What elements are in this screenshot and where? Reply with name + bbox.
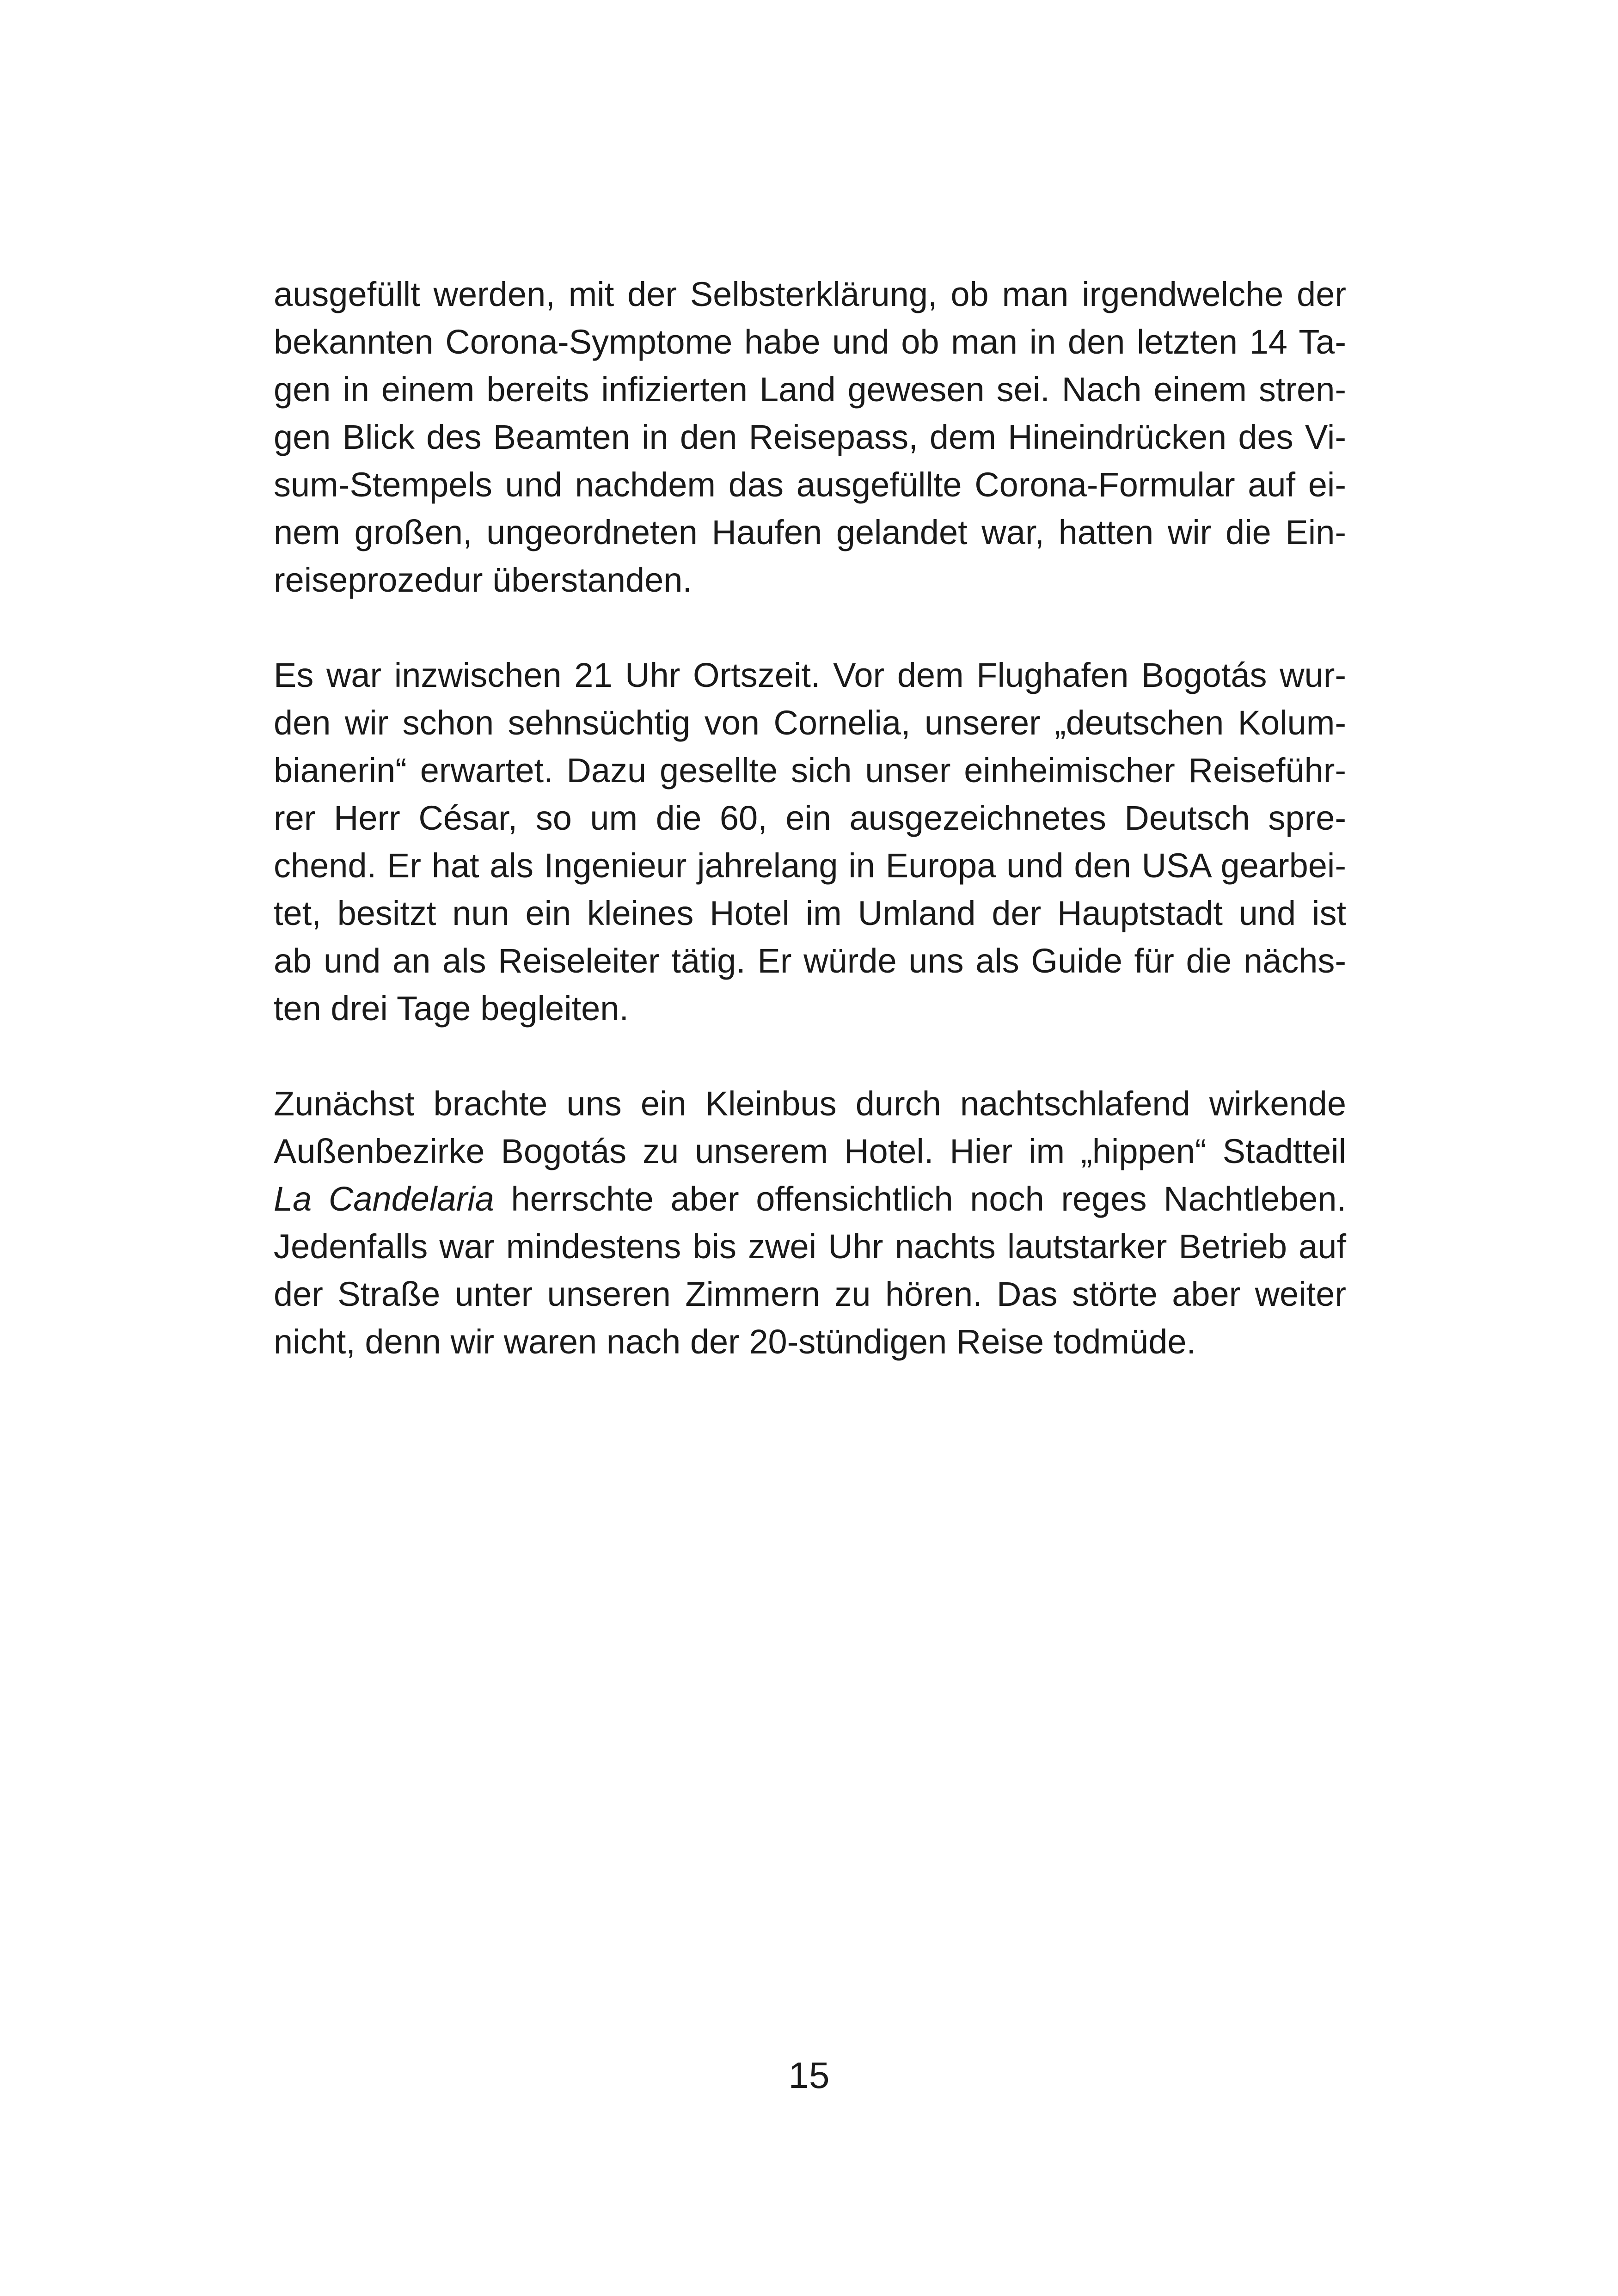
text-line: den wir schon sehnsüchtig von Cornelia, unserer „deutschen Kolum- — [274, 704, 1346, 742]
page-number: 15 — [788, 2055, 830, 2096]
text-line: gen in einem bereits infizierten Land gewesen sei. Nach einem stren- — [274, 370, 1346, 409]
text-line: tet, besitzt nun ein kleines Hotel im Umland der Hauptstadt und ist — [274, 894, 1346, 932]
text-line: Zunächst brachte uns ein Kleinbus durch nachtschlafend wirkende — [274, 1084, 1346, 1123]
text-line: sum-Stempels und nachdem das ausgefüllte Corona-Formular auf ei- — [274, 465, 1346, 504]
place-name-italic: La Candelaria — [274, 1180, 494, 1218]
text-line: nicht, denn wir waren nach der 20-stündigen Reise todmüde. — [274, 1322, 1196, 1361]
text-line: chend. Er hat als Ingenieur jahrelang in Europa und den USA gearbei- — [274, 846, 1346, 885]
text-line: Jedenfalls war mindestens bis zwei Uhr nachts lautstarker Betrieb auf — [274, 1227, 1346, 1266]
text-line: ten drei Tage begleiten. — [274, 989, 629, 1028]
text-line: nem großen, ungeordneten Haufen gelandet war, hatten wir die Ein- — [274, 513, 1346, 551]
text-line: bekannten Corona-Symptome habe und ob man in den letzten 14 Ta- — [274, 323, 1346, 361]
text-line: Es war inzwischen 21 Uhr Ortszeit. Vor dem Flughafen Bogotás wur- — [274, 656, 1346, 694]
text-line: ab und an als Reiseleiter tätig. Er würde uns als Guide für die nächs- — [274, 942, 1346, 980]
text-fragment: herrschte aber offensichtlich noch reges Nachtleben. — [494, 1180, 1346, 1218]
paragraph-2 — [274, 651, 1346, 1032]
text-line: rer Herr César, so um die 60, ein ausgezeichnetes Deutsch spre- — [274, 799, 1346, 837]
text-line-with-italic — [274, 1175, 1346, 1223]
paragraph-3 — [274, 1080, 1346, 1365]
text-line: Außenbezirke Bogotás zu unserem Hotel. Hier im „hippen“ Stadtteil — [274, 1132, 1346, 1170]
text-line: der Straße unter unseren Zimmern zu hören. Das störte aber weiter — [274, 1275, 1346, 1313]
text-line: gen Blick des Beamten in den Reisepass, dem Hineindrücken des Vi- — [274, 418, 1346, 456]
text-line: reiseprozedur überstanden. — [274, 561, 693, 599]
paragraph-1 — [274, 270, 1346, 604]
body-text — [274, 270, 1346, 1413]
text-line: ausgefüllt werden, mit der Selbsterklärung, ob man irgendwelche der — [274, 275, 1346, 313]
text-line: bianerin“ erwartet. Dazu gesellte sich unser einheimischer Reiseführ- — [274, 751, 1346, 790]
